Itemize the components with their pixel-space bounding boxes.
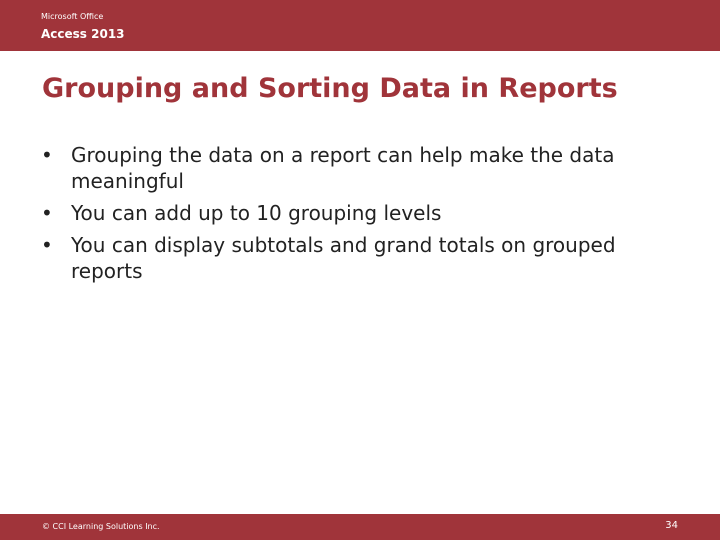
copyright-text: © CCI Learning Solutions Inc. — [42, 522, 160, 531]
page-number: 34 — [665, 520, 678, 531]
header-bar — [0, 0, 720, 51]
product-label: Access 2013 — [41, 27, 125, 41]
bullet-item — [41, 142, 681, 194]
bullet-icon: • — [41, 201, 53, 225]
bullet-item — [41, 232, 681, 284]
bullet-icon: • — [41, 233, 53, 257]
company-label: Microsoft Office — [41, 12, 104, 21]
bullet-item — [41, 200, 681, 226]
bullet-text: Grouping the data on a report can help make the data meaningful — [71, 143, 615, 193]
bullet-text: You can add up to 10 grouping levels — [71, 201, 442, 225]
bullet-icon: • — [41, 143, 53, 167]
bullet-list — [41, 142, 681, 290]
slide-title: Grouping and Sorting Data in Reports — [42, 73, 618, 104]
bullet-text: You can display subtotals and grand totals on grouped reports — [71, 233, 616, 283]
footer-bar — [0, 514, 720, 540]
